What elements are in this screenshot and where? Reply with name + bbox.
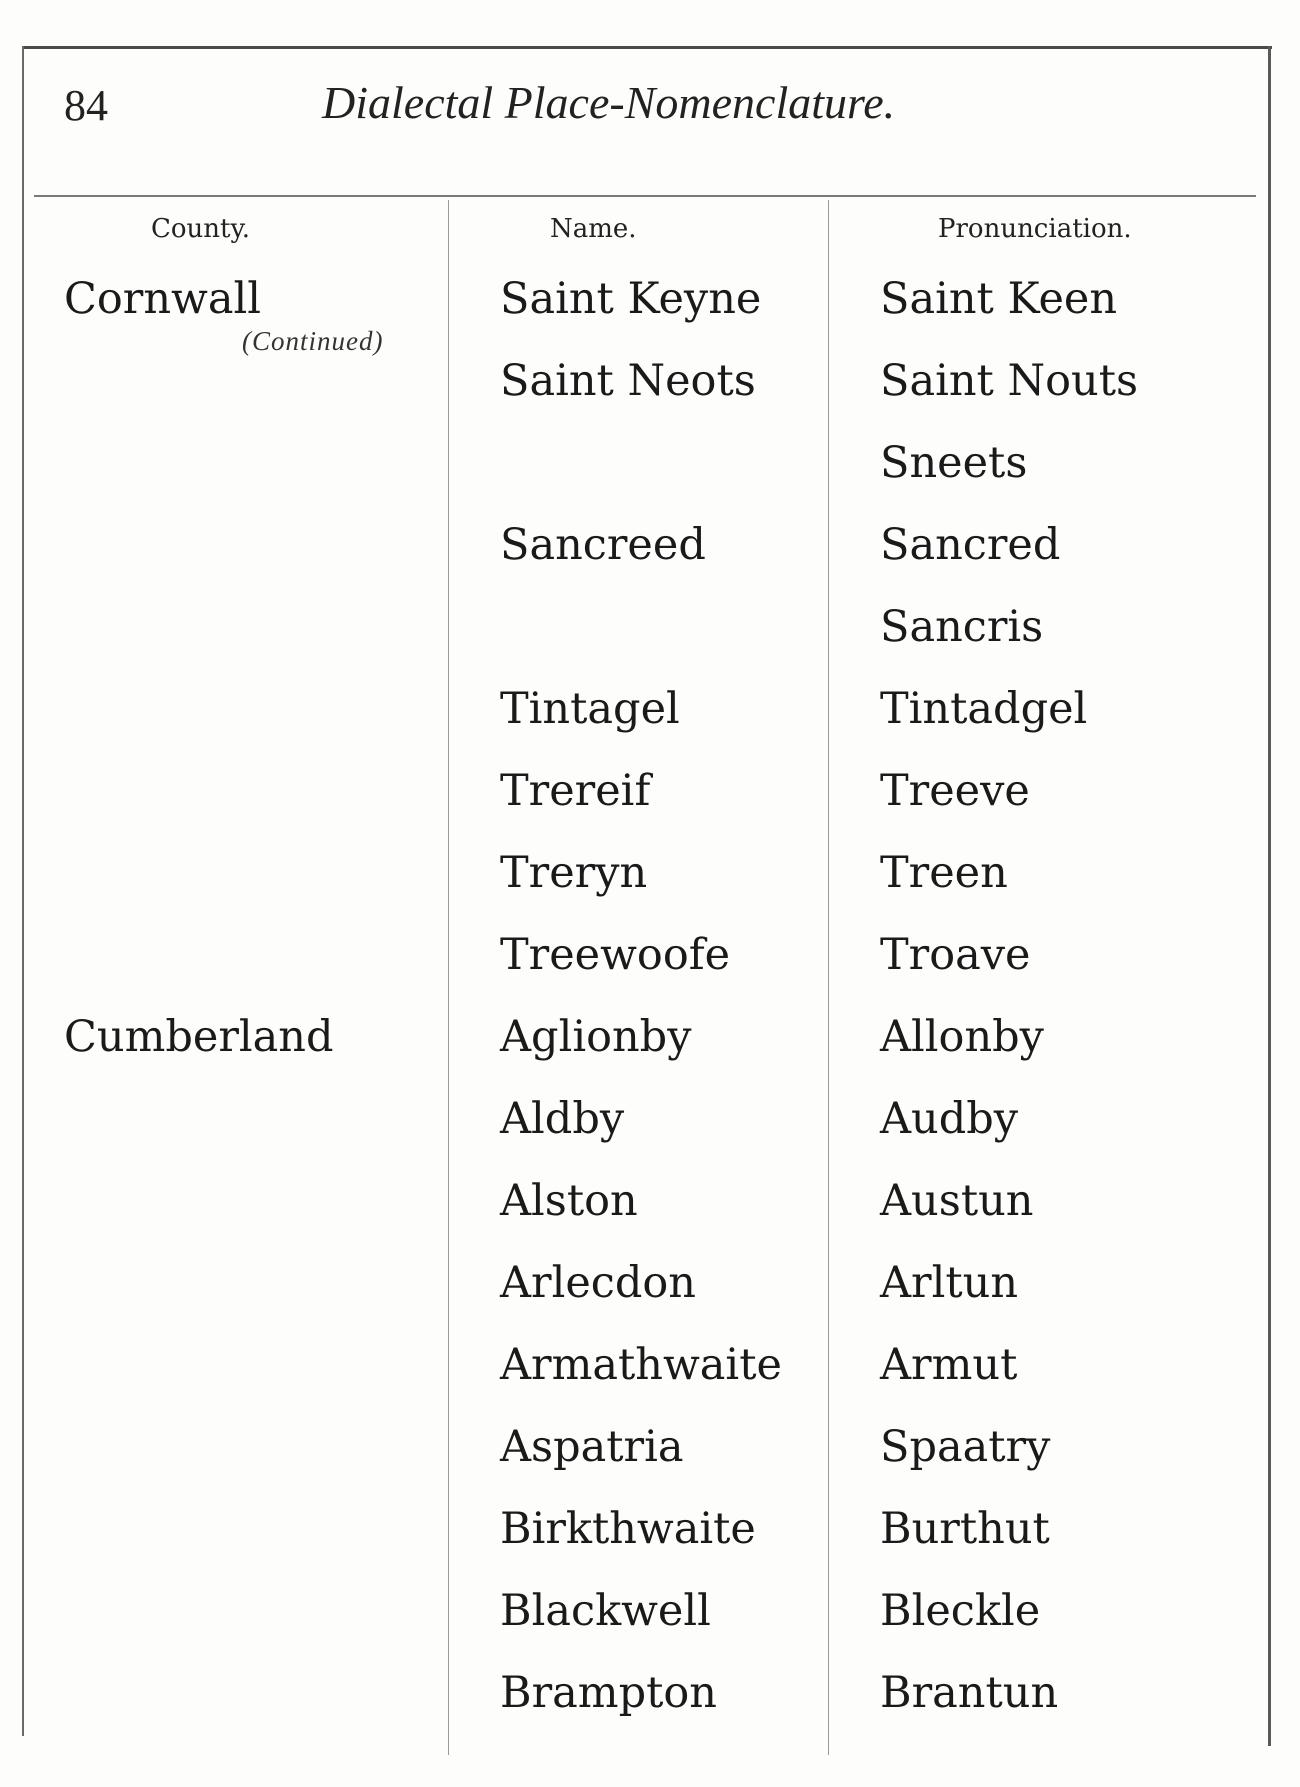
place-pronunciation: Saint Keen bbox=[880, 274, 1118, 324]
table-row bbox=[0, 848, 1300, 930]
place-name: Treryn bbox=[500, 848, 648, 898]
place-name: Tintagel bbox=[500, 684, 680, 734]
place-pronunciation: Burthut bbox=[880, 1504, 1050, 1554]
place-name: Arlecdon bbox=[500, 1258, 696, 1308]
place-name: Armathwaite bbox=[500, 1340, 782, 1390]
place-name: Birkthwaite bbox=[500, 1504, 756, 1554]
place-pronunciation: Bleckle bbox=[880, 1586, 1041, 1636]
place-pronunciation: Sancris bbox=[880, 602, 1044, 652]
place-pronunciation: Sancred bbox=[880, 520, 1061, 570]
place-name: Trereif bbox=[500, 766, 651, 816]
table-row bbox=[0, 1258, 1300, 1340]
table-row bbox=[0, 1668, 1300, 1750]
county-continued-note: (Continued) bbox=[242, 326, 384, 356]
table-row bbox=[0, 1586, 1300, 1668]
place-pronunciation: Saint Nouts bbox=[880, 356, 1139, 406]
place-name: Brampton bbox=[500, 1668, 717, 1718]
table-row bbox=[0, 602, 1300, 684]
place-name: Sancreed bbox=[500, 520, 706, 570]
column-header-pronunciation: Pronunciation. bbox=[938, 214, 1132, 244]
place-name: Aspatria bbox=[500, 1422, 684, 1472]
place-name: Aldby bbox=[500, 1094, 625, 1144]
county-cornwall: Cornwall bbox=[64, 274, 261, 324]
header-rule bbox=[34, 195, 1256, 197]
table-row bbox=[0, 520, 1300, 602]
table-row bbox=[0, 1094, 1300, 1176]
column-header-county: County. bbox=[151, 214, 250, 244]
place-pronunciation: Troave bbox=[880, 930, 1031, 980]
table-row bbox=[0, 438, 1300, 520]
place-pronunciation: Brantun bbox=[880, 1668, 1059, 1718]
place-name: Saint Keyne bbox=[500, 274, 762, 324]
table-row bbox=[0, 930, 1300, 1012]
place-name: Treewoofe bbox=[500, 930, 731, 980]
place-name: Saint Neots bbox=[500, 356, 756, 406]
running-title: Dialectal Place-Nomenclature. bbox=[322, 77, 896, 128]
place-pronunciation: Austun bbox=[880, 1176, 1034, 1226]
place-pronunciation: Arltun bbox=[880, 1258, 1019, 1308]
place-pronunciation: Armut bbox=[880, 1340, 1018, 1390]
table-row bbox=[0, 1176, 1300, 1258]
place-name-table bbox=[0, 274, 1300, 1750]
place-pronunciation: Spaatry bbox=[880, 1422, 1051, 1472]
place-pronunciation: Audby bbox=[880, 1094, 1019, 1144]
table-row bbox=[0, 1422, 1300, 1504]
table-row bbox=[0, 274, 1300, 356]
place-name: Aglionby bbox=[500, 1012, 692, 1062]
place-name: Alston bbox=[500, 1176, 638, 1226]
table-row bbox=[0, 1340, 1300, 1422]
table-row bbox=[0, 684, 1300, 766]
place-pronunciation: Sneets bbox=[880, 438, 1028, 488]
frame-top-rule bbox=[22, 46, 1272, 49]
table-row bbox=[0, 1504, 1300, 1586]
place-pronunciation: Allonby bbox=[880, 1012, 1044, 1062]
place-pronunciation: Treeve bbox=[880, 766, 1030, 816]
place-name: Blackwell bbox=[500, 1586, 711, 1636]
table-row bbox=[0, 766, 1300, 848]
place-pronunciation: Tintadgel bbox=[880, 684, 1088, 734]
column-header-name: Name. bbox=[550, 214, 637, 244]
county-cumberland: Cumberland bbox=[64, 1012, 334, 1062]
page-number: 84 bbox=[64, 81, 108, 130]
place-pronunciation: Treen bbox=[880, 848, 1008, 898]
table-row bbox=[0, 1012, 1300, 1094]
table-row bbox=[0, 356, 1300, 438]
